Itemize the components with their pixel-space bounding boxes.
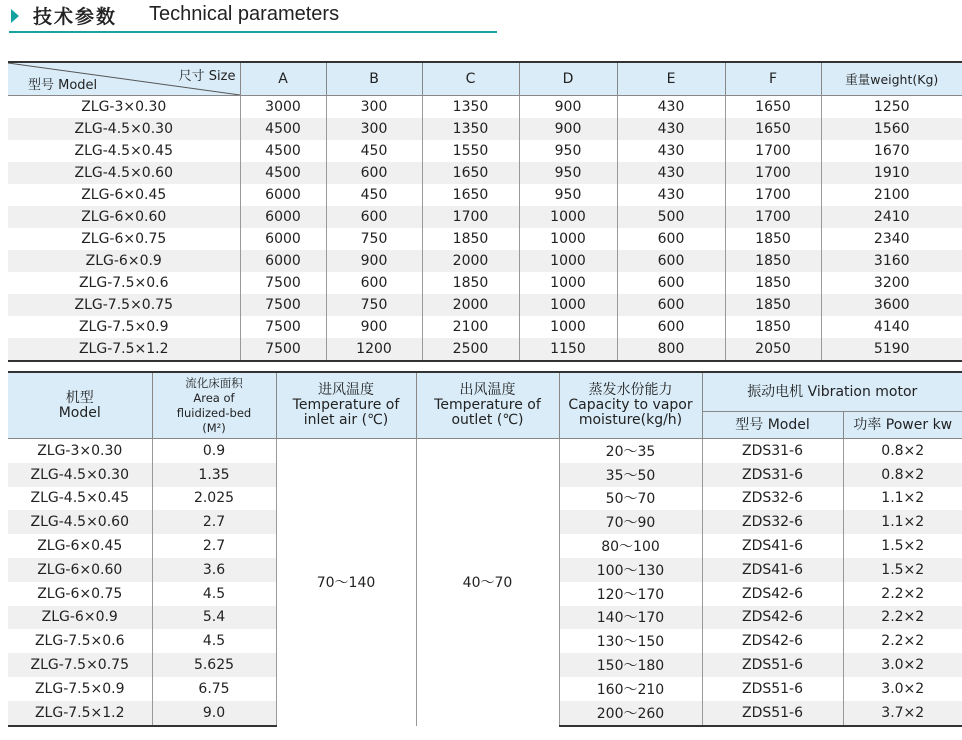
header-area (152, 372, 276, 439)
value-cell: 1700 (725, 206, 821, 228)
performance-header-row (8, 372, 962, 412)
value-cell: 950 (519, 162, 617, 184)
capacity-cell: 150～180 (559, 653, 702, 677)
model-cell: ZLG-6×0.9 (8, 250, 240, 272)
column-header-e: E (617, 62, 725, 96)
model-cell: ZLG-3×0.30 (81, 99, 167, 115)
area-cell: 6.75 (152, 677, 276, 701)
value-cell: 7500 (240, 294, 326, 316)
value-cell: 1650 (422, 184, 519, 206)
column-header-a: A (240, 62, 326, 96)
value-cell: 1200 (326, 338, 422, 361)
section-header (9, 0, 497, 34)
table-row (8, 338, 962, 361)
dimensions-header-row (8, 62, 962, 96)
header-model-cn: 机型 (65, 389, 94, 406)
model-cell: ZLG-7.5×0.75 (8, 653, 152, 677)
capacity-cell: 160～210 (559, 677, 702, 701)
header-motor-power: 功率 Power kw (843, 412, 962, 439)
value-cell: 1650 (725, 96, 821, 119)
table-row (8, 439, 962, 463)
value-cell: 1910 (821, 162, 962, 184)
motor-power-cell: 1.5×2 (843, 534, 962, 558)
capacity-cell: 50～70 (559, 487, 702, 511)
value-cell: 1850 (422, 272, 519, 294)
value-cell: 900 (326, 250, 422, 272)
value-cell: 600 (617, 250, 725, 272)
value-cell: 300 (326, 118, 422, 140)
value-cell: 5190 (821, 338, 962, 361)
value-cell: 1560 (821, 118, 962, 140)
value-cell: 1000 (519, 250, 617, 272)
motor-power-cell: 0.8×2 (843, 463, 962, 487)
value-cell: 1350 (422, 118, 519, 140)
area-cell: 2.7 (152, 510, 276, 534)
value-cell: 600 (617, 228, 725, 250)
capacity-cell: 200～260 (559, 701, 702, 726)
value-cell: 750 (326, 228, 422, 250)
header-outlet-en1: Temperature of (434, 397, 541, 413)
header-capacity (559, 372, 702, 439)
value-cell: 3600 (821, 294, 962, 316)
capacity-cell: 35～50 (559, 463, 702, 487)
header-outlet-cn: 出风温度 (459, 382, 516, 398)
value-cell: 1700 (422, 206, 519, 228)
motor-power-cell: 1.1×2 (843, 487, 962, 511)
model-cell: ZLG-6×0.9 (8, 606, 152, 630)
value-cell: 1700 (725, 140, 821, 162)
value-cell: 1850 (725, 316, 821, 338)
motor-model-cell: ZDS42-6 (702, 606, 843, 630)
value-cell: 600 (617, 272, 725, 294)
value-cell: 2100 (422, 316, 519, 338)
model-cell: ZLG-6×0.45 (81, 187, 167, 203)
header-outlet (416, 372, 559, 439)
value-cell: 1150 (519, 338, 617, 361)
model-cell: ZLG-4.5×0.45 (30, 490, 129, 507)
model-cell: ZLG-6×0.45 (37, 538, 123, 555)
value-cell: 430 (617, 118, 725, 140)
dimensions-table (8, 61, 962, 362)
value-cell: 1850 (422, 228, 519, 250)
area-cell: 2.7 (152, 534, 276, 558)
value-cell: 4140 (821, 316, 962, 338)
model-cell: ZLG-4.5×0.30 (8, 463, 152, 487)
value-cell: 7500 (240, 316, 326, 338)
column-header-d: D (519, 62, 617, 96)
motor-power-cell: 3.0×2 (843, 653, 962, 677)
header-capacity-en1: Capacity to vapor (568, 397, 693, 413)
value-cell: 2340 (821, 228, 962, 250)
value-cell: 1650 (422, 162, 519, 184)
value-cell: 900 (519, 118, 617, 140)
model-cell: ZLG-7.5×1.2 (8, 338, 240, 361)
motor-model-cell: ZDS51-6 (702, 677, 843, 701)
capacity-cell: 20～35 (559, 439, 702, 463)
value-cell: 430 (617, 96, 725, 119)
motor-model-cell: ZDS42-6 (702, 629, 843, 653)
value-cell: 600 (326, 272, 422, 294)
model-cell: ZLG-7.5×1.2 (8, 701, 152, 726)
value-cell: 7500 (240, 338, 326, 361)
value-cell: 2050 (725, 338, 821, 361)
model-cell: ZLG-3×0.30 (37, 442, 123, 459)
model-cell: ZLG-7.5×0.6 (34, 633, 125, 650)
value-cell: 900 (326, 316, 422, 338)
value-cell: 1000 (519, 272, 617, 294)
size-model-corner-cell (8, 62, 240, 96)
value-cell: 1000 (519, 228, 617, 250)
value-cell: 1000 (519, 316, 617, 338)
table-row (8, 250, 962, 272)
value-cell: 6000 (240, 228, 326, 250)
header-model-en: Model (58, 404, 101, 421)
value-cell: 750 (326, 294, 422, 316)
motor-power-cell: 2.2×2 (843, 629, 962, 653)
area-cell: 1.35 (152, 463, 276, 487)
header-area-cn: 流化床面积 (185, 375, 243, 390)
motor-model-cell: ZDS31-6 (702, 439, 843, 463)
header-capacity-en2: moisture(kg/h) (578, 412, 683, 428)
value-cell: 1670 (821, 140, 962, 162)
model-cell: ZLG-7.5×0.6 (78, 275, 169, 291)
value-cell: 450 (326, 140, 422, 162)
capacity-cell: 120～170 (559, 582, 702, 606)
value-cell: 6000 (240, 206, 326, 228)
motor-power-cell: 0.8×2 (843, 439, 962, 463)
column-header-c: C (422, 62, 519, 96)
value-cell: 1000 (519, 294, 617, 316)
value-cell: 600 (617, 316, 725, 338)
table-row (8, 162, 962, 184)
section-title-en: Technical parameters (149, 3, 340, 25)
table-row (8, 184, 962, 206)
value-cell: 1250 (821, 96, 962, 119)
table-row (8, 294, 962, 316)
model-cell: ZLG-4.5×0.60 (8, 162, 240, 184)
area-cell: 5.4 (152, 606, 276, 630)
header-motor-model: 型号 Model (702, 412, 843, 439)
corner-model-label: 型号 Model (28, 78, 98, 93)
capacity-cell: 70～90 (559, 510, 702, 534)
outlet-temperature-cell: 40～70 (416, 439, 559, 726)
value-cell: 950 (519, 140, 617, 162)
area-cell: 9.0 (152, 701, 276, 726)
model-cell: ZLG-6×0.75 (37, 585, 123, 602)
value-cell: 300 (326, 96, 422, 119)
value-cell: 1850 (725, 228, 821, 250)
triangle-bullet-icon (11, 9, 19, 23)
value-cell: 4500 (240, 140, 326, 162)
value-cell: 1000 (519, 206, 617, 228)
value-cell: 2000 (422, 294, 519, 316)
value-cell: 430 (617, 184, 725, 206)
motor-power-cell: 3.7×2 (843, 701, 962, 726)
header-inlet (276, 372, 416, 439)
value-cell: 430 (617, 162, 725, 184)
header-outlet-en2: outlet (℃) (451, 412, 524, 428)
table-row (8, 118, 962, 140)
model-cell: ZLG-6×0.60 (8, 206, 240, 228)
model-cell: ZLG-6×0.60 (8, 558, 152, 582)
value-cell: 3000 (240, 96, 326, 119)
value-cell: 3200 (821, 272, 962, 294)
area-cell: 4.5 (152, 582, 276, 606)
header-area-en2: fluidized-bed (176, 405, 252, 420)
motor-power-cell: 2.2×2 (843, 606, 962, 630)
motor-model-cell: ZDS51-6 (702, 701, 843, 726)
area-cell: 3.6 (152, 558, 276, 582)
model-cell: ZLG-7.5×0.9 (78, 319, 169, 335)
header-inlet-en2: inlet air (℃) (303, 412, 389, 428)
model-cell: ZLG-4.5×0.30 (8, 118, 240, 140)
value-cell: 1350 (422, 96, 519, 119)
motor-power-cell: 2.2×2 (843, 582, 962, 606)
table-row (8, 140, 962, 162)
header-model (8, 372, 152, 439)
motor-model-cell: ZDS42-6 (702, 582, 843, 606)
section-title-cn: 技术参数 (33, 6, 118, 28)
value-cell: 450 (326, 184, 422, 206)
value-cell: 430 (617, 140, 725, 162)
model-cell: ZLG-4.5×0.60 (8, 510, 152, 534)
header-area-en1: Area of (193, 390, 235, 405)
motor-power-cell: 1.5×2 (843, 558, 962, 582)
capacity-cell: 100～130 (559, 558, 702, 582)
column-header-f: F (725, 62, 821, 96)
value-cell: 600 (617, 294, 725, 316)
header-area-unit: (M²) (202, 420, 226, 435)
value-cell: 2500 (422, 338, 519, 361)
header-inlet-en1: Temperature of (292, 397, 400, 413)
motor-model-cell: ZDS32-6 (702, 510, 843, 534)
area-cell: 4.5 (152, 629, 276, 653)
model-cell: ZLG-7.5×0.9 (34, 680, 125, 697)
table-row (8, 96, 962, 119)
title-underline (9, 31, 497, 33)
table-row (8, 272, 962, 294)
model-cell: ZLG-7.5×0.75 (8, 294, 240, 316)
value-cell: 1850 (725, 272, 821, 294)
area-cell: 2.025 (152, 487, 276, 511)
value-cell: 4500 (240, 162, 326, 184)
value-cell: 800 (617, 338, 725, 361)
value-cell: 900 (519, 96, 617, 119)
value-cell: 6000 (240, 184, 326, 206)
area-cell: 5.625 (152, 653, 276, 677)
motor-power-cell: 3.0×2 (843, 677, 962, 701)
value-cell: 600 (326, 206, 422, 228)
header-capacity-cn: 蒸发水份能力 (588, 382, 673, 398)
motor-model-cell: ZDS31-6 (702, 463, 843, 487)
capacity-cell: 130～150 (559, 629, 702, 653)
value-cell: 1650 (725, 118, 821, 140)
inlet-temperature-cell: 70～140 (276, 439, 416, 726)
performance-table (8, 371, 962, 727)
column-header-b: B (326, 62, 422, 96)
value-cell: 6000 (240, 250, 326, 272)
motor-power-cell: 1.1×2 (843, 510, 962, 534)
area-cell: 0.9 (152, 439, 276, 463)
value-cell: 950 (519, 184, 617, 206)
model-cell: ZLG-6×0.75 (81, 231, 167, 247)
table-row (8, 316, 962, 338)
value-cell: 2410 (821, 206, 962, 228)
value-cell: 1850 (725, 294, 821, 316)
motor-model-cell: ZDS51-6 (702, 653, 843, 677)
column-header-weight: 重量weight(Kg) (821, 62, 962, 96)
value-cell: 7500 (240, 272, 326, 294)
value-cell: 1700 (725, 162, 821, 184)
value-cell: 600 (326, 162, 422, 184)
table-row (8, 206, 962, 228)
value-cell: 2100 (821, 184, 962, 206)
value-cell: 1850 (725, 250, 821, 272)
motor-model-cell: ZDS41-6 (702, 558, 843, 582)
corner-size-label: 尺寸 Size (178, 69, 236, 84)
value-cell: 1550 (422, 140, 519, 162)
value-cell: 500 (617, 206, 725, 228)
value-cell: 1700 (725, 184, 821, 206)
value-cell: 4500 (240, 118, 326, 140)
value-cell: 2000 (422, 250, 519, 272)
motor-model-cell: ZDS41-6 (702, 534, 843, 558)
table-row (8, 228, 962, 250)
capacity-cell: 140～170 (559, 606, 702, 630)
motor-model-cell: ZDS32-6 (702, 487, 843, 511)
capacity-cell: 80～100 (559, 534, 702, 558)
model-cell: ZLG-4.5×0.45 (74, 143, 173, 159)
header-vibration-motor: 振动电机 Vibration motor (702, 372, 962, 412)
header-inlet-cn: 进风温度 (318, 382, 374, 398)
value-cell: 3160 (821, 250, 962, 272)
